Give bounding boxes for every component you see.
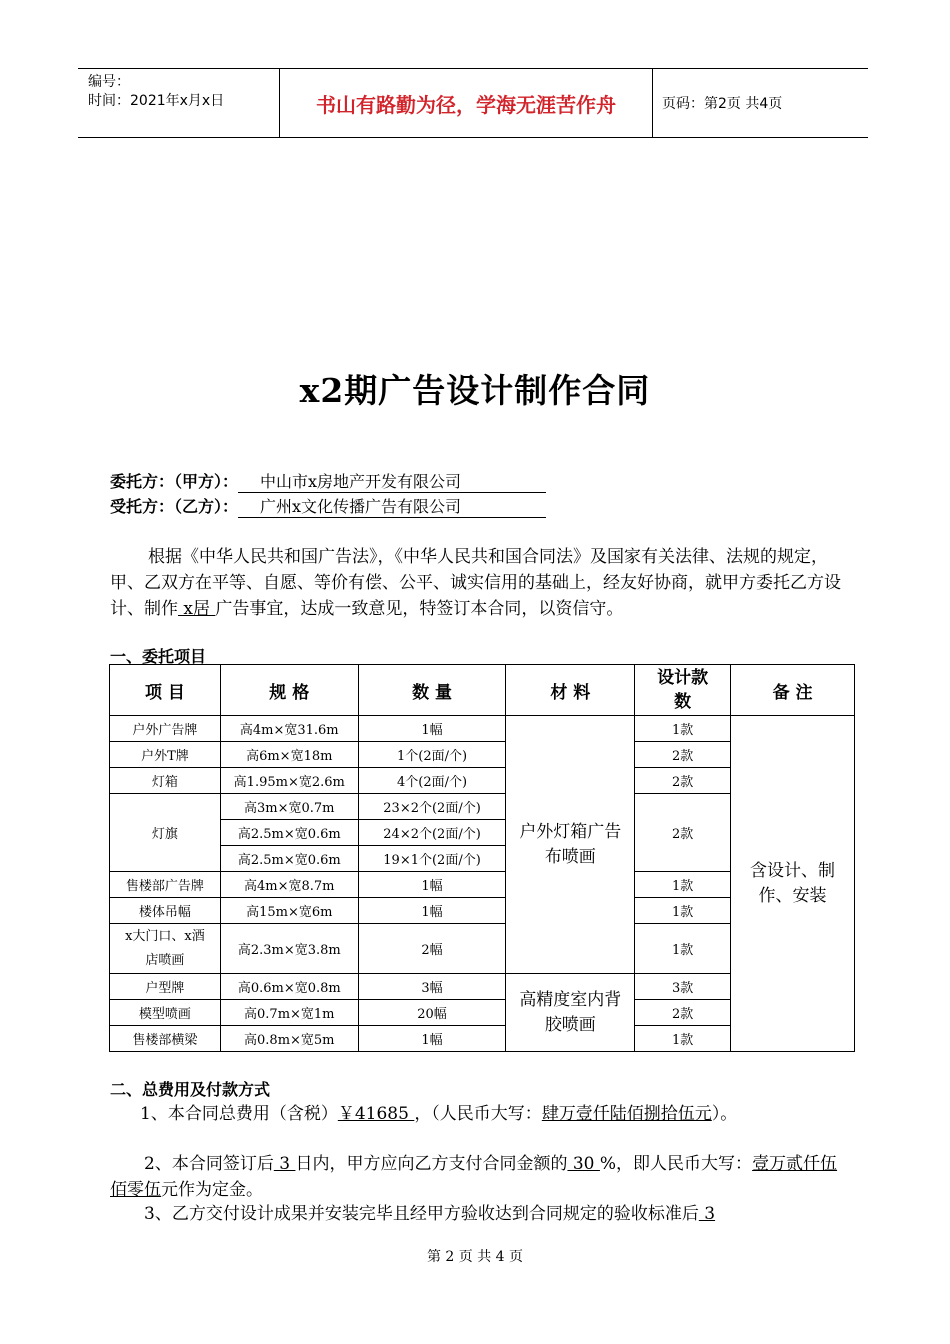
header-material: 材 料 — [506, 665, 635, 716]
cell-designs: 1款 — [635, 924, 731, 974]
payment-2-text-a: 2、本合同签订后 — [144, 1154, 274, 1174]
cell-qty: 1幅 — [358, 898, 506, 924]
section-2-title: 二、总费用及付款方式 — [110, 1080, 271, 1099]
intro-text-1: 根据《中华人民共和国广告法》，《中华人民共和国合同法》及国家有关法律、法规的规定，甲、乙双方在平等、自愿、等价有偿、公平、诚实信用的基础上，经友好协商，就甲方委托乙方设计、制作 — [110, 547, 841, 619]
header-meta — [78, 69, 280, 137]
cell-spec: 高0.8m×宽5m — [220, 1026, 358, 1052]
cell-spec: 高0.7m×宽1m — [220, 1000, 358, 1026]
intro-text-2: 广告事宜，达成一致意见，特签订本合同，以资信守。 — [215, 599, 624, 619]
project-table — [109, 664, 855, 1052]
deposit-words: 壹万贰仟伍佰零伍 — [110, 1154, 838, 1200]
cell-designs: 2款 — [635, 794, 731, 872]
cell-qty: 4个(2面/个) — [358, 768, 506, 794]
cell-spec: 高3m×宽0.7m — [220, 794, 358, 820]
cell-designs: 1款 — [635, 872, 731, 898]
cell-qty: 1幅 — [358, 872, 506, 898]
cell-spec: 高1.95m×宽2.6m — [220, 768, 358, 794]
cell-designs: 3款 — [635, 974, 731, 1000]
cell-item: 户外T牌 — [110, 742, 221, 768]
contractor-line — [110, 494, 546, 518]
cell-spec: 高6m×宽18m — [220, 742, 358, 768]
cell-item: 售楼部广告牌 — [110, 872, 221, 898]
payment-clause-2 — [110, 1151, 850, 1203]
doc-number-label: 编号： — [88, 74, 130, 90]
header-spec: 规 格 — [220, 665, 358, 716]
cell-spec: 高4m×宽8.7m — [220, 872, 358, 898]
client-name: 中山市x房地产开发有限公司 — [238, 469, 546, 493]
page-header — [78, 68, 868, 138]
section-1-title: 一、委托项目 — [110, 647, 207, 666]
cell-qty: 1个(2面/个) — [358, 742, 506, 768]
cell-qty: 19×1个(2面/个) — [358, 846, 506, 872]
page-footer: 第 2 页 共 4 页 — [426, 1249, 524, 1265]
payment-1-text-a: 1、本合同总费用（含税） — [140, 1104, 338, 1124]
header-item: 项 目 — [110, 665, 221, 716]
cell-designs: 2款 — [635, 742, 731, 768]
cell-qty: 23×2个(2面/个) — [358, 794, 506, 820]
header-qty: 数 量 — [358, 665, 506, 716]
cell-item: 户外广告牌 — [110, 716, 221, 742]
payment-1-text-b: ，（人民币大写： — [414, 1104, 542, 1124]
header-page-label: 页码：第2页 共4页 — [662, 96, 783, 112]
cell-spec: 高0.6m×宽0.8m — [220, 974, 358, 1000]
acceptance-days: 3 — [698, 1204, 716, 1224]
cell-spec: 高2.5m×宽0.6m — [220, 820, 358, 846]
cell-item: 楼体吊幅 — [110, 898, 221, 924]
cell-item: 灯箱 — [110, 768, 221, 794]
cell-item: x大门口、x酒店喷画 — [110, 924, 221, 974]
cell-spec: 高2.3m×宽3.8m — [220, 924, 358, 974]
cell-designs: 2款 — [635, 1000, 731, 1026]
table-row — [110, 716, 855, 742]
cell-spec: 高2.5m×宽0.6m — [220, 846, 358, 872]
intro-paragraph — [110, 544, 850, 622]
cell-item: 户型牌 — [110, 974, 221, 1000]
table-header-row — [110, 665, 855, 716]
doc-date-label: 时间：2021年x月x日 — [88, 93, 225, 109]
cell-qty: 1幅 — [358, 1026, 506, 1052]
payment-clause-1 — [110, 1101, 850, 1127]
cell-spec: 高15m×宽6m — [220, 898, 358, 924]
payment-2-text-b: 日内，甲方应向乙方支付合同金额的 — [295, 1154, 568, 1174]
cell-designs: 1款 — [635, 1026, 731, 1052]
deposit-days: 3 — [273, 1154, 296, 1174]
contractor-name: 广州x文化传播广告有限公司 — [238, 494, 546, 518]
cell-item: 灯旗 — [110, 794, 221, 872]
cell-material-indoor: 高精度室内背胶喷画 — [506, 974, 635, 1052]
cell-qty: 20幅 — [358, 1000, 506, 1026]
cell-spec: 高4m×宽31.6m — [220, 716, 358, 742]
payment-2-text-d: 元作为定金。 — [161, 1180, 263, 1200]
cell-material-outdoor: 户外灯箱广告布喷画 — [506, 716, 635, 974]
payment-2-text-c: %，即人民币大写： — [599, 1154, 753, 1174]
cell-designs: 2款 — [635, 768, 731, 794]
cell-item: 模型喷画 — [110, 1000, 221, 1026]
contract-title: x2期广告设计制作合同 — [299, 371, 651, 410]
total-amount-words: 肆万壹仟陆佰捌拾伍元 — [541, 1104, 712, 1124]
cell-designs: 1款 — [635, 898, 731, 924]
cell-qty: 3幅 — [358, 974, 506, 1000]
cell-designs: 1款 — [635, 716, 731, 742]
client-line — [110, 469, 546, 493]
intro-project: x居 — [178, 599, 216, 619]
cell-qty: 1幅 — [358, 716, 506, 742]
header-motto: 书山有路勤为径，学海无涯苦作舟 — [280, 69, 653, 137]
header-remark: 备 注 — [731, 665, 855, 716]
cell-remark: 含设计、制作、安装 — [731, 716, 855, 1052]
header-designs: 设计款数 — [635, 665, 731, 716]
deposit-percent: 30 — [567, 1154, 600, 1174]
cell-item: 售楼部横梁 — [110, 1026, 221, 1052]
payment-3-text-a: 3、乙方交付设计成果并安装完毕且经甲方验收达到合同规定的验收标准后 — [144, 1204, 699, 1224]
payment-1-text-c: ）。 — [711, 1104, 738, 1124]
cell-qty: 2幅 — [358, 924, 506, 974]
total-amount: ￥41685 — [337, 1104, 415, 1124]
payment-clause-3 — [110, 1201, 850, 1227]
cell-qty: 24×2个(2面/个) — [358, 820, 506, 846]
contractor-label: 受托方：（乙方）： — [110, 497, 239, 516]
client-label: 委托方：（甲方）： — [110, 472, 239, 491]
